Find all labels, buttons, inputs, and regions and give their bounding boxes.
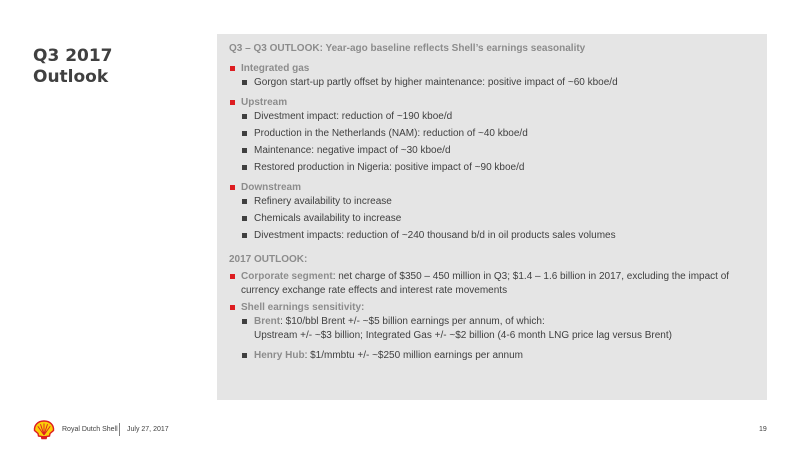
brent-text-2: Upstream +/- ~$3 billion; Integrated Gas +/- ~$2 billion (4-6 month LNG price lag versus Brent) — [254, 330, 672, 341]
bullet-icon — [242, 233, 247, 238]
brent-text: : $10/bbl Brent +/- ~$5 billion earnings per annum, of which: — [280, 316, 545, 327]
bullet-icon — [242, 199, 247, 204]
corporate-segment — [229, 270, 759, 298]
list-item: Divestment impacts: reduction of ~240 thousand b/d in oil products sales volumes — [229, 229, 759, 243]
sensitivity-label: Shell earnings sensitivity: — [241, 302, 365, 313]
henry-hub-label: Henry Hub — [254, 350, 305, 361]
section-upstream — [229, 96, 759, 110]
q3-heading: Q3 – Q3 OUTLOOK: Year-ago baseline reflects Shell’s earnings seasonality — [229, 43, 586, 54]
list-item: Restored production in Nigeria: positive impact of ~90 kboe/d — [229, 161, 759, 175]
bullet-icon — [242, 131, 247, 136]
shell-logo-icon — [33, 420, 55, 440]
section-integrated-gas — [229, 62, 759, 76]
outlook-2017-heading: 2017 OUTLOOK: — [229, 254, 308, 265]
red-bullet-icon — [230, 185, 235, 190]
list-item: Maintenance: negative impact of ~30 kboe/d — [229, 144, 759, 158]
brent-label: Brent — [254, 316, 281, 327]
corporate-text: : net charge of $350 – 450 million in Q3; $1.4 – 1.6 billion in 2017, excluding the impact of currency exchange rate effects and interest rate movements — [241, 271, 730, 296]
bullet-icon — [242, 165, 247, 170]
brent-item — [229, 315, 759, 343]
red-bullet-icon — [230, 66, 235, 71]
henry-hub-item — [229, 349, 759, 363]
title-line-2: Outlook — [33, 67, 109, 87]
footer-divider — [119, 423, 120, 436]
bullet-icon — [242, 148, 247, 153]
page-number: 19 — [759, 426, 767, 433]
red-bullet-icon — [230, 305, 235, 310]
title-line-1: Q3 2017 — [33, 46, 113, 66]
company-name: Royal Dutch Shell — [62, 426, 118, 433]
sensitivity-section — [229, 301, 759, 315]
section-label: Downstream — [241, 182, 302, 193]
bullet-icon — [242, 216, 247, 221]
list-item: Divestment impact: reduction of ~190 kboe/d — [229, 110, 759, 124]
outlook-content — [229, 42, 759, 363]
bullet-icon — [242, 80, 247, 85]
red-bullet-icon — [230, 274, 235, 279]
corporate-label: Corporate segment — [241, 271, 333, 282]
list-item: Refinery availability to increase — [229, 195, 759, 209]
section-label: Integrated gas — [241, 63, 310, 74]
list-item: Gorgon start-up partly offset by higher maintenance: positive impact of ~60 kboe/d — [229, 76, 759, 90]
henry-hub-text: : $1/mmbtu +/- ~$250 million earnings per annum — [304, 350, 524, 361]
page-title — [33, 46, 113, 88]
bullet-icon — [242, 114, 247, 119]
bullet-icon — [242, 319, 247, 324]
red-bullet-icon — [230, 100, 235, 105]
footer-date: July 27, 2017 — [127, 426, 169, 433]
list-item: Production in the Netherlands (NAM): reduction of ~40 kboe/d — [229, 127, 759, 141]
list-item: Chemicals availability to increase — [229, 212, 759, 226]
section-label: Upstream — [241, 97, 288, 108]
footer — [0, 420, 800, 442]
section-downstream — [229, 181, 759, 195]
bullet-icon — [242, 353, 247, 358]
outlook-panel — [217, 34, 767, 400]
